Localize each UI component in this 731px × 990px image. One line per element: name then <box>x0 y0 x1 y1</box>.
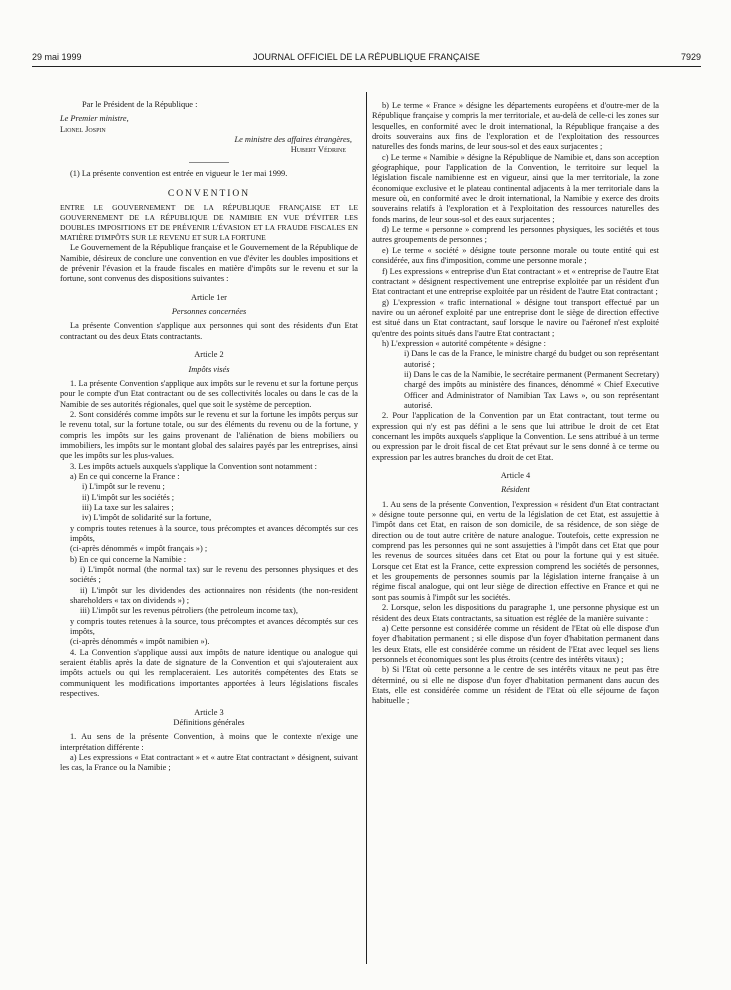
list-item: ii) L'impôt sur les sociétés ; <box>82 492 175 502</box>
list-item: i) L'impôt normal (the normal tax) sur le revenu des personnes physiques et des sociétés ; <box>70 565 358 585</box>
column-divider <box>366 92 367 964</box>
list-item: i) L'impôt sur le revenu ; <box>82 482 165 492</box>
paragraph: 1. Au sens de la présente Convention, l'expression « résident d'un Etat contractant » désigne toute personne qui, en vertu de la législation de cet Etat, est assujettie à l'impôt dans cet Etat, en raison de son domicile, de sa résidence, de son siège de direction ou de tout autre critère de nature analogue. Toutefois, cette expression ne comprend pas les personnes qui ne sont assujetties à l'impôt dans cet Etat que pour les revenus de sources situées dans cet Etat ou pour la fortune qui y est située. Lorsque cet Etat est la France, cette expression comprend les sociétés de personnes, et les groupements de personnes soumis par la législation interne française à un régime fiscal analogue, qui ont leur siège de direction effective en France et qui ne sont pas soumis à l'impôt sur les sociétés. <box>372 499 659 602</box>
article-subheading: Définitions générales <box>173 717 245 727</box>
list-item: iv) L'impôt de solidarité sur la fortune, <box>82 513 212 523</box>
paragraph: 2. Lorsque, selon les dispositions du paragraphe 1, une personne physique est un résident des deux Etats contractants, sa situation est réglée de la manière suivante : <box>372 603 659 623</box>
header-rule <box>32 66 701 67</box>
page-number: 7929 <box>680 52 701 62</box>
divider <box>189 162 229 163</box>
paragraph: e) Le terme « société » désigne toute personne morale ou toute entité qui est considérée, aux fins d'imposition, comme une personne morale ; <box>372 245 659 266</box>
paragraph: 1. La présente Convention s'applique aux impôts sur le revenu et sur la fortune perçus pour le compte d'un Etat contractant ou de ses collectivités locales ou dans le cas de la Namibie de ses autorités régionales, quel que soit le système de perception. <box>60 378 358 409</box>
paragraph: c) Le terme « Namibie » désigne la République de Namibie et, dans son acception géographique, pour l'application de la Convention, le territoire sur lequel la législation fiscale namibienne est en vigueur, ainsi que la mer territoriale, la zone économique exclusive et le plateau continental adjacents à la mer territoriale dans la mesure où, en conformité avec le droit international, la Namibie y exerce des droits souverains relatifs à l'exploration et à l'exploitation des ressources naturelles des fonds marins, de leur sous-sol et des eaux surjacentes ; <box>372 152 659 224</box>
signatory-name: Hubert Védrine <box>290 145 346 155</box>
article-heading: Article 3 <box>194 707 224 717</box>
list-item: a) En ce qui concerne la France : <box>70 471 180 481</box>
signatory-title: Le Premier ministre, <box>60 114 129 124</box>
paragraph: Le Gouvernement de la République française et le Gouvernement de la République de Namibie, désireux de conclure une convention en vue d'éviter les doubles impositions et de prévenir l'évasion et la fraude fiscales en matière d'impôts sur le revenu et sur la fortune, sont convenus des dispositions suivantes : <box>60 243 358 284</box>
list-item: y compris toutes retenues à la source, tous précomptes et avances décomptés sur ces impôts, <box>70 523 358 543</box>
right-column <box>372 101 659 707</box>
list-item: (ci-après dénommés « impôt namibien »). <box>70 637 210 647</box>
issue-date: 29 mai 1999 <box>32 52 82 62</box>
paragraph: 2. Pour l'application de la Convention par un Etat contractant, tout terme ou expression qui n'y est pas défini a le sens que lui attribue le droit de cet Etat concernant les impôts auxquels s'applique la Convention. Le sens attribué à un terme ou expression par le droit fiscal de cet Etat prévaut sur le sens donné à ce terme ou expression par les autres branches du droit de cet Etat. <box>372 411 659 462</box>
list-item: y compris toutes retenues à la source, tous précomptes et avances décomptés sur ces impôts, <box>70 616 358 637</box>
article-heading: Article 2 <box>194 350 224 360</box>
signatory-title: Le ministre des affaires étrangères, <box>234 135 352 145</box>
list-item: ii) L'impôt sur les dividendes des actionnaires non résidents (the non-resident shareholders « tax on dividends ») ; <box>70 585 358 606</box>
paragraph: 3. Les impôts actuels auxquels s'applique la Convention sont notamment : <box>70 461 317 471</box>
list-item: (ci-après dénommés « impôt français ») ; <box>70 544 208 554</box>
paragraph: 4. La Convention s'applique aussi aux impôts de nature identique ou analogue qui seraient établis après la date de signature de la Convention et qui s'ajouteraient aux impôts actuels ou qui les remplaceraient. Les autorités compétentes des Etats se communiquent les modifications importantes apportées à leurs législations fiscales respectives. <box>60 647 358 699</box>
document-title: CONVENTION <box>167 189 251 200</box>
left-column <box>60 100 358 774</box>
paragraph: La présente Convention s'applique aux personnes qui sont des résidents d'un Etat contractant ou des deux Etats contractants. <box>60 321 358 341</box>
document-subtitle: ENTRE LE GOUVERNEMENT DE LA RÉPUBLIQUE FRANÇAISE ET LE GOUVERNEMENT DE LA RÉPUBLIQUE DE NAMIBIE EN VUE D'ÉVITER LES DOUBLES IMPOSITIONS ET DE PRÉVENIR L'ÉVASION ET LA FRAUDE FISCALES EN MATIÈRE D'IMPÔTS SUR LE REVENU ET SUR LA FORTUNE <box>60 203 358 243</box>
paragraph: f) Les expressions « entreprise d'un Etat contractant » et « entreprise de l'autre Etat contractant » désignent respectivement une entreprise exploitée par un résident d'un Etat contractant et une entreprise exploitée par un résident de l'autre Etat contractant ; <box>372 266 659 297</box>
article-subheading: Résident <box>501 485 530 495</box>
paragraph: a) Cette personne est considérée comme un résident de l'Etat où elle dispose d'un foyer d'habitation permanent ; si elle dispose d'un foyer d'habitation permanent dans les deux Etats, elle est considérée comme un résident de l'Etat avec lequel ses liens personnels et économiques sont les plus étroits (centre des intérêts vitaux) ; <box>372 623 659 664</box>
list-item: iii) L'impôt sur les revenus pétroliers (the petroleum income tax), <box>80 606 298 616</box>
page-header <box>32 52 701 66</box>
paragraph: b) Si l'Etat où cette personne a le centre de ses intérêts vitaux ne peut pas être déterminé, ou si elle ne dispose d'un foyer d'habitation permanent dans aucun des Etats, elle est considérée comme un résident de l'Etat où elle séjourne de façon habituelle ; <box>372 665 659 706</box>
paragraph: 1. Au sens de la présente Convention, à moins que le contexte n'exige une interprétation différente : <box>60 732 358 752</box>
journal-title: JOURNAL OFFICIEL DE LA RÉPUBLIQUE FRANÇAISE <box>253 52 480 62</box>
paragraph: 2. Sont considérés comme impôts sur le revenu et sur la fortune les impôts perçus sur le revenu total, sur la fortune totale, ou sur des éléments du revenu ou de la fortune, y compris les impôts sur les gains provenant de l'aliénation de biens mobiliers ou immobiliers, les impôts sur le montant global des salaires payés par les entreprises, ainsi que les impôts sur les plus-values. <box>60 409 358 461</box>
article-heading: Article 1er <box>191 292 227 302</box>
list-item: i) Dans le cas de la France, le ministre chargé du budget ou son représentant autorisé ; <box>404 349 659 369</box>
paragraph: d) Le terme « personne » comprend les personnes physiques, les sociétés et tous autres groupements de personnes ; <box>372 225 659 245</box>
paragraph: g) L'expression « trafic international » désigne tout transport effectué par un navire ou un aéronef exploité par une entreprise dont le siège de direction effective est situé dans un Etat contractant, sauf lorsque le navire ou l'aéronef n'est exploité qu'entre des points situés dans l'autre Etat contractant ; <box>372 297 659 338</box>
signature-intro: Par le Président de la République : <box>82 100 198 109</box>
article-heading: Article 4 <box>500 471 531 481</box>
list-item: ii) Dans le cas de la Namibie, le secrétaire permanent (Permanent Secretary) chargé des impôts au ministère des finances, dénommé « Chief Executive Officer and Administrator of Namibian Tax Laws », ou son représentant autorisé. <box>404 369 659 410</box>
paragraph: b) Le terme « France » désigne les départements européens et d'outre-mer de la République française y compris la mer territoriale, et au-delà de celle-ci les zones sur lesquelles, en conformité avec le droit international, la République française a des droits souverains aux fins de l'exploration et de l'exploitation des ressources naturelles des fonds marins, de leur sous-sol et des eaux surjacentes ; <box>372 101 659 152</box>
footnote: (1) La présente convention est entrée en vigueur le 1er mai 1999. <box>70 168 288 178</box>
list-item: b) En ce qui concerne la Namibie : <box>70 554 187 564</box>
article-subheading: Personnes concernées <box>171 307 247 317</box>
article-subheading: Impôts visés <box>188 364 230 374</box>
signatory-name: Lionel Jospin <box>60 124 106 134</box>
paragraph: h) L'expression « autorité compétente » désigne : <box>382 338 546 348</box>
paragraph: a) Les expressions « Etat contractant » et « autre Etat contractant » désignent, suivant les cas, la France ou la Namibie ; <box>60 752 358 773</box>
list-item: iii) La taxe sur les salaires ; <box>82 502 174 512</box>
